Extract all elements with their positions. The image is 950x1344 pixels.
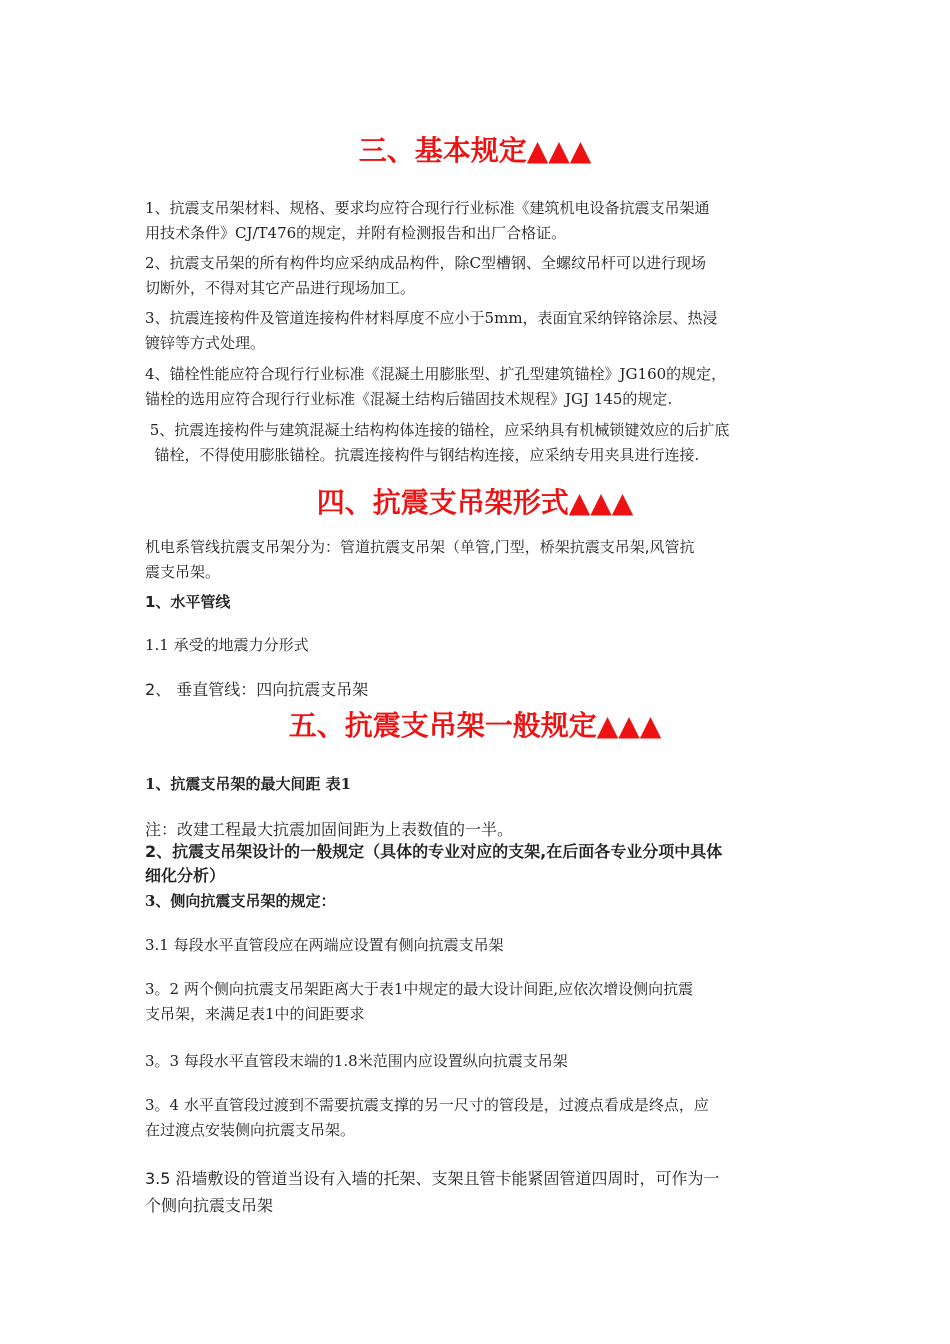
s5-sub-4 xyxy=(145,1093,817,1143)
s5-sub-2 xyxy=(145,977,817,1027)
s5-sub-4-line-1: 3。4 水平直管段过渡到不需要抗震支撑的另一尺寸的管段是，过渡点看成是终点，应 xyxy=(145,1096,709,1114)
s5-sub-1: 3.1 每段水平直管段应在两端应设置有侧向抗震支吊架 xyxy=(145,936,504,954)
s3-item-1 xyxy=(145,196,817,246)
s4-intro-line-1: 机电系管线抗震支吊架分为：管道抗震支吊架（单管,门型，桥架抗震支吊架,风管抗 xyxy=(145,538,695,556)
s5-item-2-line-2: 细化分析） xyxy=(145,866,226,885)
s3-item-3 xyxy=(145,306,817,356)
s5-sub-5-line-2: 个侧向抗震支吊架 xyxy=(145,1196,274,1215)
s3-item-4 xyxy=(145,362,817,412)
s5-sub-5-line-1: 3.5 沿墙敷设的管道当设有入墙的托架、支架且管卡能紧固管道四周时，可作为一 xyxy=(145,1169,720,1188)
section-3-heading: 三、基本规定▲▲▲ xyxy=(358,134,592,167)
s3-item-2 xyxy=(145,251,817,301)
s5-item-2-line-1: 2、抗震支吊架设计的一般规定（具体的专业对应的支架,在后面各专业分项中具体 xyxy=(145,842,723,861)
s3-item-3-line-1: 3、抗震连接构件及管道连接构件材料厚度不应小于5mm，表面宜采纳锌铬涂层、热浸 xyxy=(145,309,718,327)
s3-item-3-line-2: 镀锌等方式处理。 xyxy=(145,334,266,352)
section-5-heading: 五、抗震支吊架一般规定▲▲▲ xyxy=(288,709,662,742)
s3-item-1-line-1: 1、抗震支吊架材料、规格、要求均应符合现行行业标准《建筑机电设备抗震支吊架通 xyxy=(145,199,710,217)
s3-item-4-line-1: 4、锚栓性能应符合现行行业标准《混凝土用膨胀型、扩孔型建筑锚栓》JG160的规定， xyxy=(145,365,727,383)
s5-item-3: 3、侧向抗震支吊架的规定： xyxy=(145,892,336,910)
s3-item-1-line-2: 用技术条件》CJ/T476的规定，并附有检测报告和出厂合格证。 xyxy=(145,224,567,242)
s5-sub-5 xyxy=(145,1165,817,1219)
section-4-heading: 四、抗震支吊架形式▲▲▲ xyxy=(316,486,634,519)
s5-item-2 xyxy=(145,840,817,888)
s3-item-5 xyxy=(145,418,817,468)
s4-intro-line-2: 震支吊架。 xyxy=(145,563,221,581)
s4-item-1: 1、水平管线 xyxy=(145,593,231,611)
s5-sub-3: 3。3 每段水平直管段末端的1.8米范围内应设置纵向抗震支吊架 xyxy=(145,1052,568,1070)
s4-item-1-1: 1.1 承受的地震力分形式 xyxy=(145,636,309,654)
s4-item-2: 2、 垂直管线：四向抗震支吊架 xyxy=(145,680,369,699)
s5-item-1: 1、抗震支吊架的最大间距 表1 xyxy=(145,775,352,793)
s5-note: 注：改建工程最大抗震加固间距为上表数值的一半。 xyxy=(145,820,514,839)
s5-sub-4-line-2: 在过渡点安装侧向抗震支吊架。 xyxy=(145,1121,356,1139)
s3-item-2-line-1: 2、抗震支吊架的所有构件均应采纳成品构件，除C型槽钢、全螺纹吊杆可以进行现场 xyxy=(145,254,707,272)
s3-item-2-line-2: 切断外，不得对其它产品进行现场加工。 xyxy=(145,279,416,297)
s3-item-5-line-1: 5、抗震连接构件与建筑混凝土结构构体连接的锚栓，应采纳具有机械锁键效应的后扩底 xyxy=(145,421,730,439)
s5-sub-2-line-1: 3。2 两个侧向抗震支吊架距离大于表1中规定的最大设计间距,应依次增设侧向抗震 xyxy=(145,980,694,998)
s5-sub-2-line-2: 支吊架，来满足表1中的间距要求 xyxy=(145,1005,365,1023)
s4-intro xyxy=(145,535,817,585)
s3-item-4-line-2: 锚栓的选用应符合现行行业标准《混凝土结构后锚固技术规程》JGJ 145的规定. xyxy=(145,390,673,408)
s3-item-5-line-2: 锚栓，不得使用膨胀锚栓。抗震连接构件与钢结构连接，应采纳专用夹具进行连接. xyxy=(145,446,700,464)
